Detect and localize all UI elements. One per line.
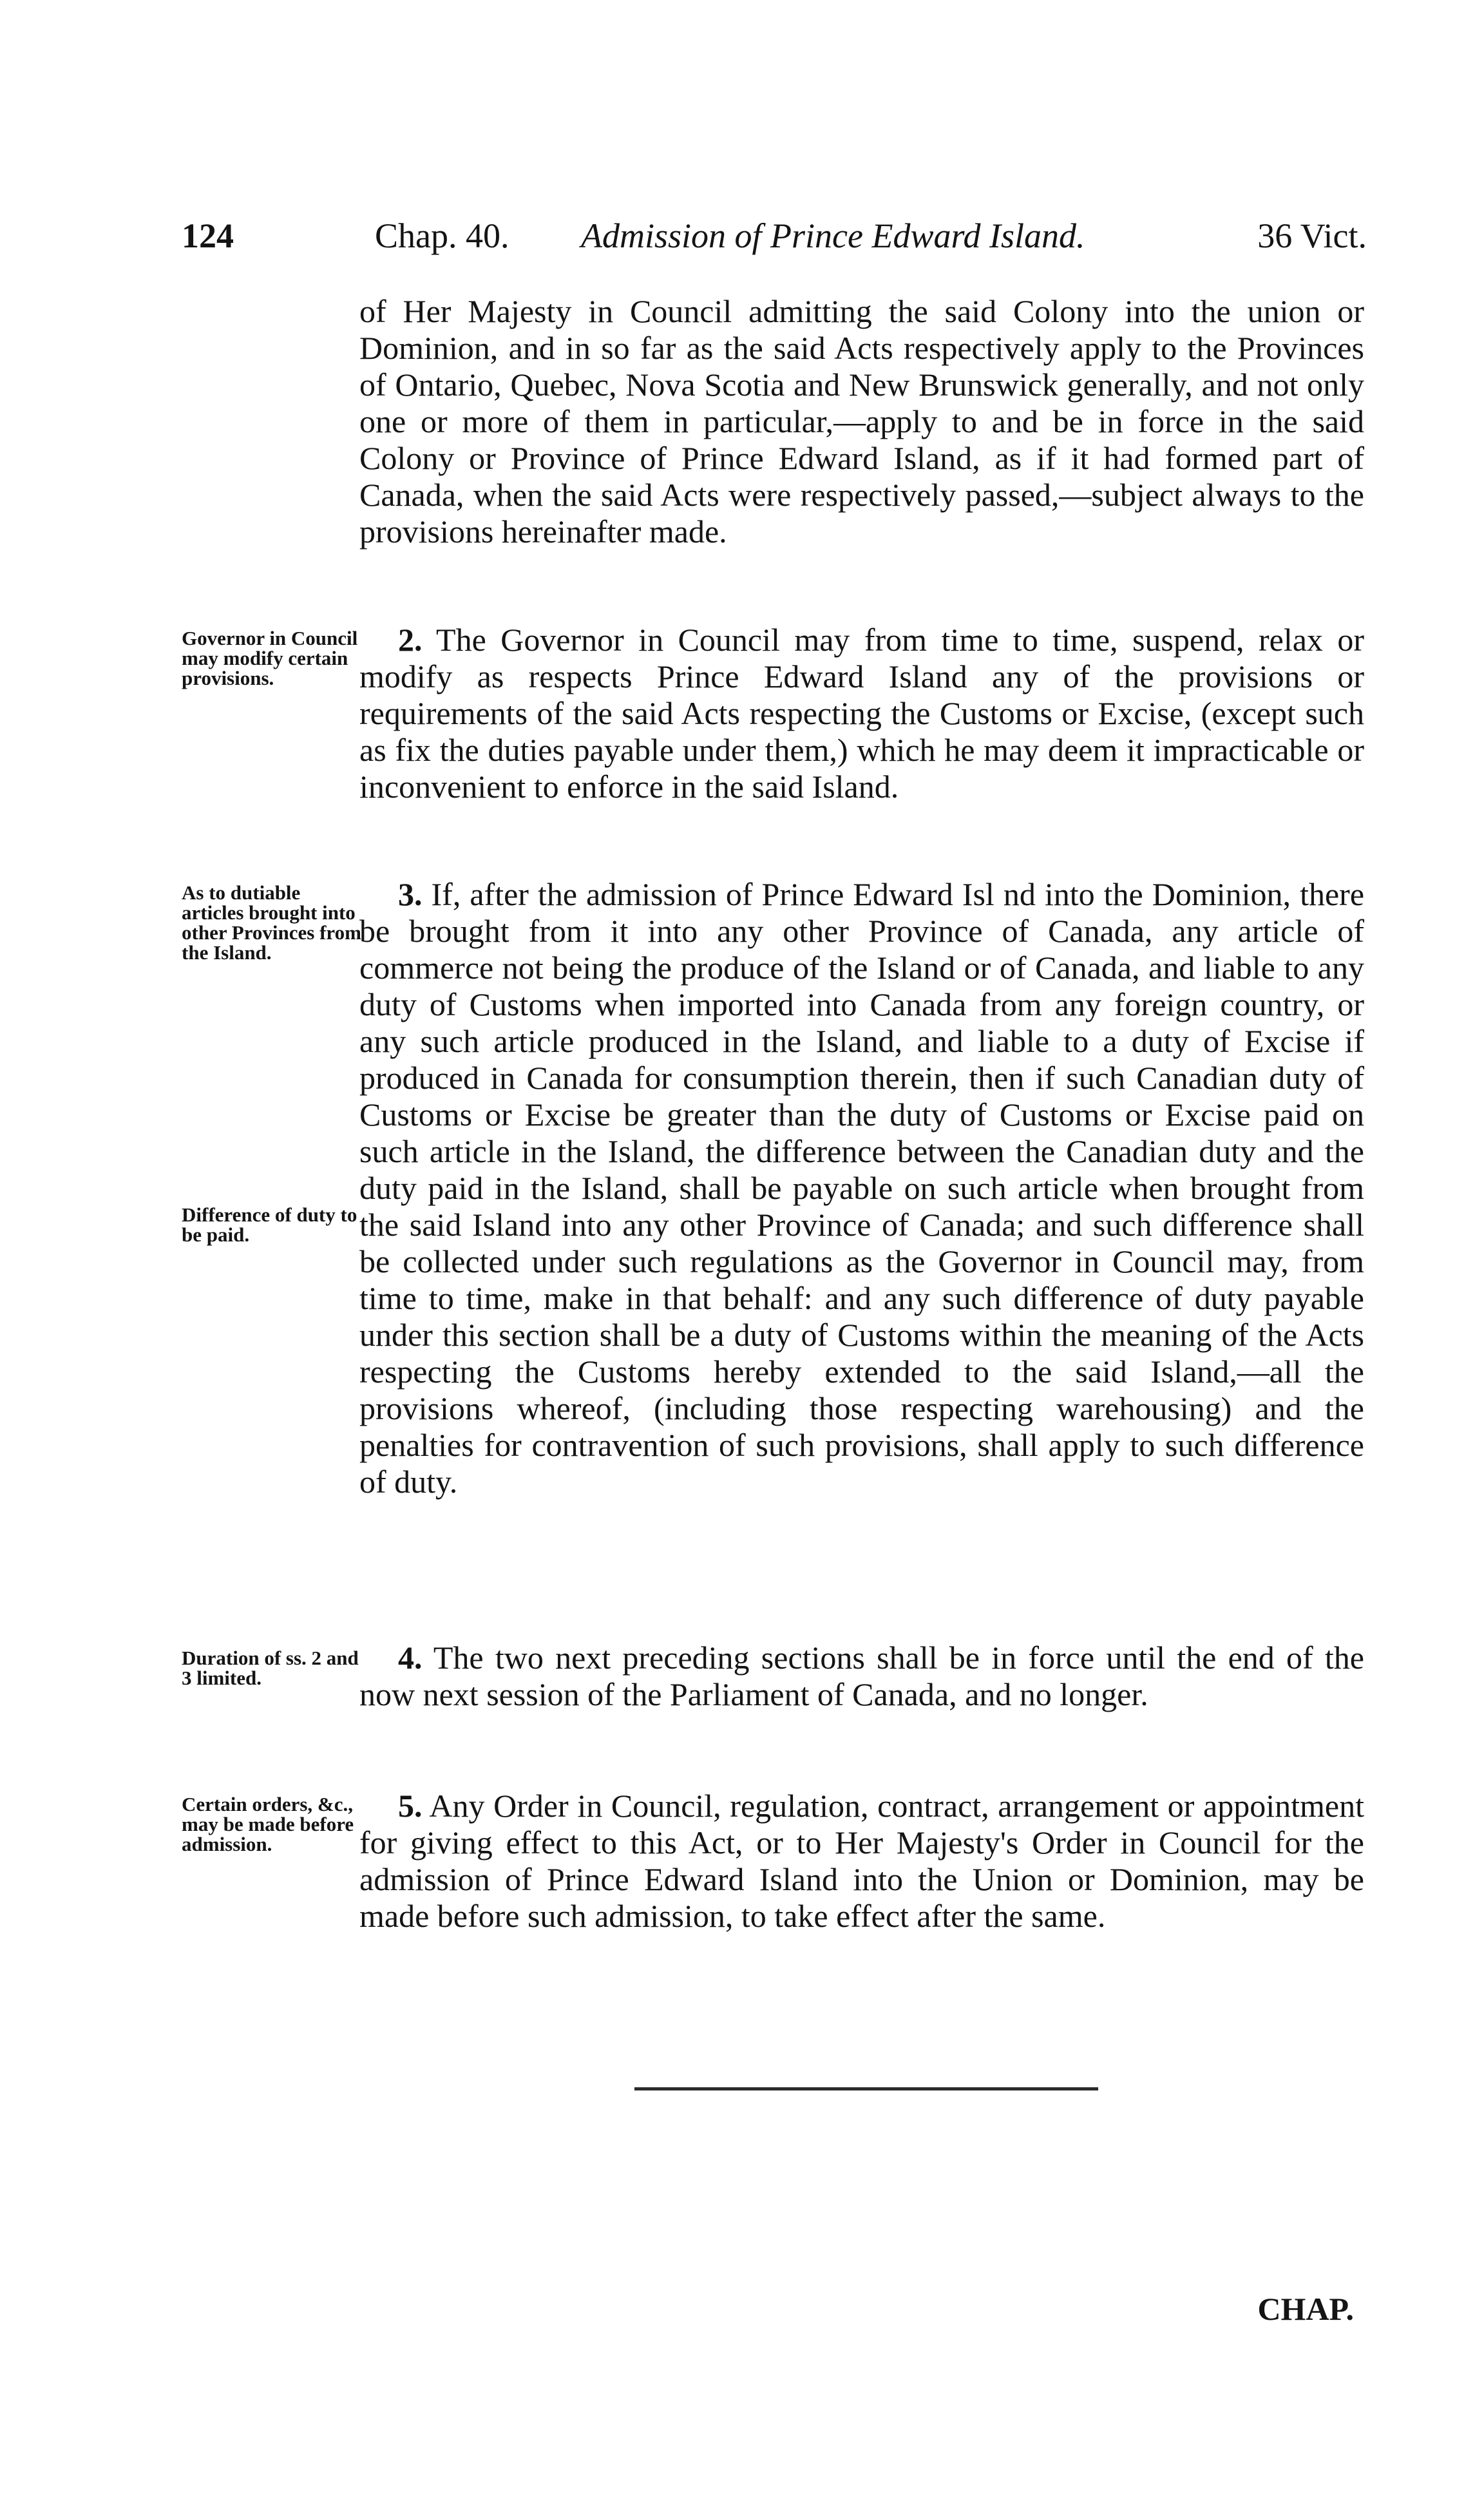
catchword: CHAP. xyxy=(1257,2291,1354,2327)
section-number: 2. xyxy=(398,622,423,658)
marginal-note-difference: Difference of duty to be paid. xyxy=(182,1203,357,1246)
running-header xyxy=(182,216,1367,267)
intro-paragraph xyxy=(359,293,1364,550)
section-2 xyxy=(359,622,1364,805)
section-text: The two next preceding sections shall be in force until the end of the now next session of the Parliament of Canada, and no longer. xyxy=(359,1640,1364,1712)
section-text: The Governor in Council may from time to time, suspend, relax or modify as respects Prince Edward Island any of the provisions or requirements of the said Acts respecting the Customs or Excise, (except such as fix the duties payable under them,) which he may deem it impracticable or inconvenient to enforce in the said Island. xyxy=(359,622,1364,805)
section-text: Any Order in Council, regulation, contract, arrangement or appointment for giving effect to this Act, or to Her Majesty's Order in Council for the admission of Prince Edward Island into the Union or Dominion, may be made before such admission, to take effect after the same. xyxy=(359,1788,1364,1934)
act-title: Admission of Prince Edward Island. xyxy=(581,216,1085,255)
marginal-note-governor: Governor in Council may modify certain provisions. xyxy=(182,627,358,689)
section-3 xyxy=(359,876,1364,1500)
page-number: 124 xyxy=(182,216,234,255)
marginal-note-dutiable: As to dutiable articles brought into other Provinces from the Island. xyxy=(182,881,361,964)
regnal-year: 36 Vict. xyxy=(1257,216,1367,255)
section-4 xyxy=(359,1640,1364,1713)
marginal-note-orders: Certain orders, &c., may be made before admission. xyxy=(182,1793,354,1855)
section-number: 4. xyxy=(398,1640,423,1676)
marginal-note-duration: Duration of ss. 2 and 3 limited. xyxy=(182,1647,359,1689)
section-5 xyxy=(359,1788,1364,1935)
closing-rule xyxy=(634,2087,1098,2090)
chapter-label: Chap. 40. xyxy=(375,216,509,255)
section-number: 3. xyxy=(398,876,423,912)
section-text: If, after the admission of Prince Edward Isl nd into the Dominion, there be brought from it into any other Province of Canada, any article of commerce not being the produce of the Island or of Canada, and liable to any duty of Customs when imported into Canada from any foreign country, or any such article produced in the Island, and liable to a duty of Excise if produced in Canada for consumption therein, then if such Canadian duty of Customs or Excise be greater than the duty of Customs or Excise paid on such article in the Island, the difference between the Canadian duty and the duty paid in the Island, shall be payable on such article when brought from the said Island into any other Province of Canada; and such difference shall be collected under such regulations as the Governor in Council may, from time to time, make in that behalf: and any such difference of duty payable under this section shall be a duty of Customs within the meaning of the Acts respecting the Customs hereby extended to the said Island,—all the provisions whereof, (including those respecting warehousing) and the penalties for contravention of such provisions, shall apply to such difference of duty. xyxy=(359,876,1365,1500)
section-number: 5. xyxy=(398,1788,423,1824)
intro-text: of Her Majesty in Council admitting the said Colony into the union or Dominion, and in so far as the said Acts respectively apply to the Provinces of Ontario, Quebec, Nova Scotia and New Brunswick generally, and not only one or more of them in particular,—apply to and be in force in the said Colony or Province of Prince Edward Island, as if it had formed part of Canada, when the said Acts were respectively passed,—subject always to the provisions hereinafter made. xyxy=(359,293,1364,550)
